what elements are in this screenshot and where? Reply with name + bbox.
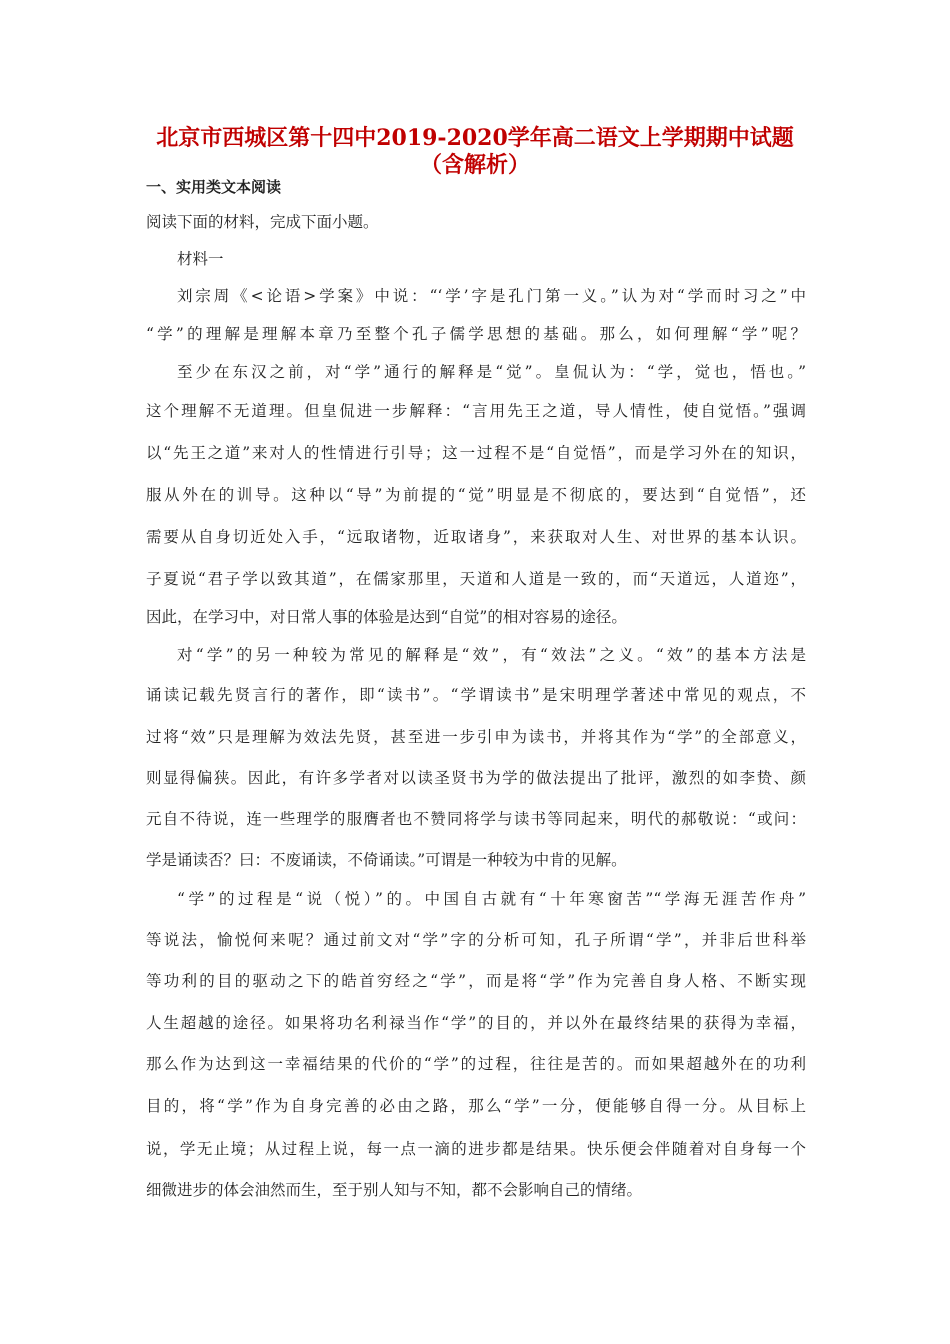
text-line: 人生超越的途径。如果将功名利禄当作“学”的目的，并以外在最终结果的获得为幸福， [146, 1014, 806, 1032]
text-line: 则显得偏狭。因此，有许多学者对以读圣贤书为学的做法提出了批评，激烈的如李贽、颜 [146, 769, 806, 787]
document-title-note: （含解析） [419, 152, 530, 178]
text-line: 说，学无止境；从过程上说，每一点一滴的进步都是结果。快乐便会伴随着对自身每一个 [146, 1140, 806, 1158]
text-line: 子夏说“君子学以致其道”，在儒家那里，天道和人道是一致的，而“天道远，人道迩”， [146, 570, 806, 588]
text-line: 细微进步的体会油然而生，至于别人知与不知，都不会影响自己的情绪。 [146, 1181, 643, 1199]
text-line: “学”的理解是理解本章乃至整个孔子儒学思想的基础。那么，如何理解“学”呢？ [146, 325, 806, 343]
text-line: 服从外在的训导。这种以“导”为前提的“觉”明显是不彻底的，要达到“自觉悟”，还 [146, 486, 806, 504]
section-heading: 一、实用类文本阅读 [146, 178, 282, 196]
text-line: 刘宗周《<论语>学案》中说：“‘学’字是孔门第一义。”认为对“学而时习之”中 [177, 287, 806, 305]
text-line: 等功利的目的驱动之下的皓首穷经之“学”，而是将“学”作为完善自身人格、不断实现 [146, 972, 806, 990]
text-line: 那么作为达到这一幸福结果的代价的“学”的过程，往往是苦的。而如果超越外在的功利 [146, 1055, 806, 1073]
text-line: 学是诵读否？曰：不废诵读，不倚诵读。”可谓是一种较为中肯的见解。 [146, 851, 627, 869]
text-line: 至少在东汉之前，对“学”通行的解释是“觉”。皇侃认为：“学，觉也，悟也。” [177, 363, 806, 381]
text-line: 对“学”的另一种较为常见的解释是“效”，有“效法”之义。“效”的基本方法是 [177, 646, 806, 664]
text-line: 元自不待说，连一些理学的服膺者也不赞同将学与读书等同起来，明代的郝敬说：“或问： [146, 810, 806, 828]
document-title: 北京市西城区第十四中2019-2020学年高二语文上学期期中试题 [156, 125, 794, 151]
text-line: 因此，在学习中，对日常人事的体验是达到“自觉”的相对容易的途径。 [146, 608, 627, 626]
text-line: “学”的过程是“说（悦）”的。中国自古就有“十年寒窗苦”“学海无涯苦作舟” [177, 890, 806, 908]
text-line: 目的，将“学”作为自身完善的必由之路，那么“学”一分，便能够自得一分。从目标上 [146, 1097, 806, 1115]
text-line: 这个理解不无道理。但皇侃进一步解释：“言用先王之道，导人情性，使自觉悟。”强调 [146, 402, 806, 420]
material-label: 材料一 [177, 250, 224, 268]
text-line: 过将“效”只是理解为效法先贤，甚至进一步引申为读书，并将其作为“学”的全部意义， [146, 728, 806, 746]
text-line: 需要从自身切近处入手，“远取诸物，近取诸身”，来获取对人生、对世界的基本认识。 [146, 528, 806, 546]
text-line: 以“先王之道”来对人的性情进行引导；这一过程不是“自觉悟”，而是学习外在的知识， [146, 444, 806, 462]
text-line: 等说法，愉悦何来呢？通过前文对“学”字的分析可知，孔子所谓“学”，并非后世科举 [146, 931, 806, 949]
instruction-text: 阅读下面的材料，完成下面小题。 [146, 213, 379, 231]
text-line: 诵读记载先贤言行的著作，即“读书”。“学谓读书”是宋明理学著述中常见的观点，不 [146, 686, 806, 704]
